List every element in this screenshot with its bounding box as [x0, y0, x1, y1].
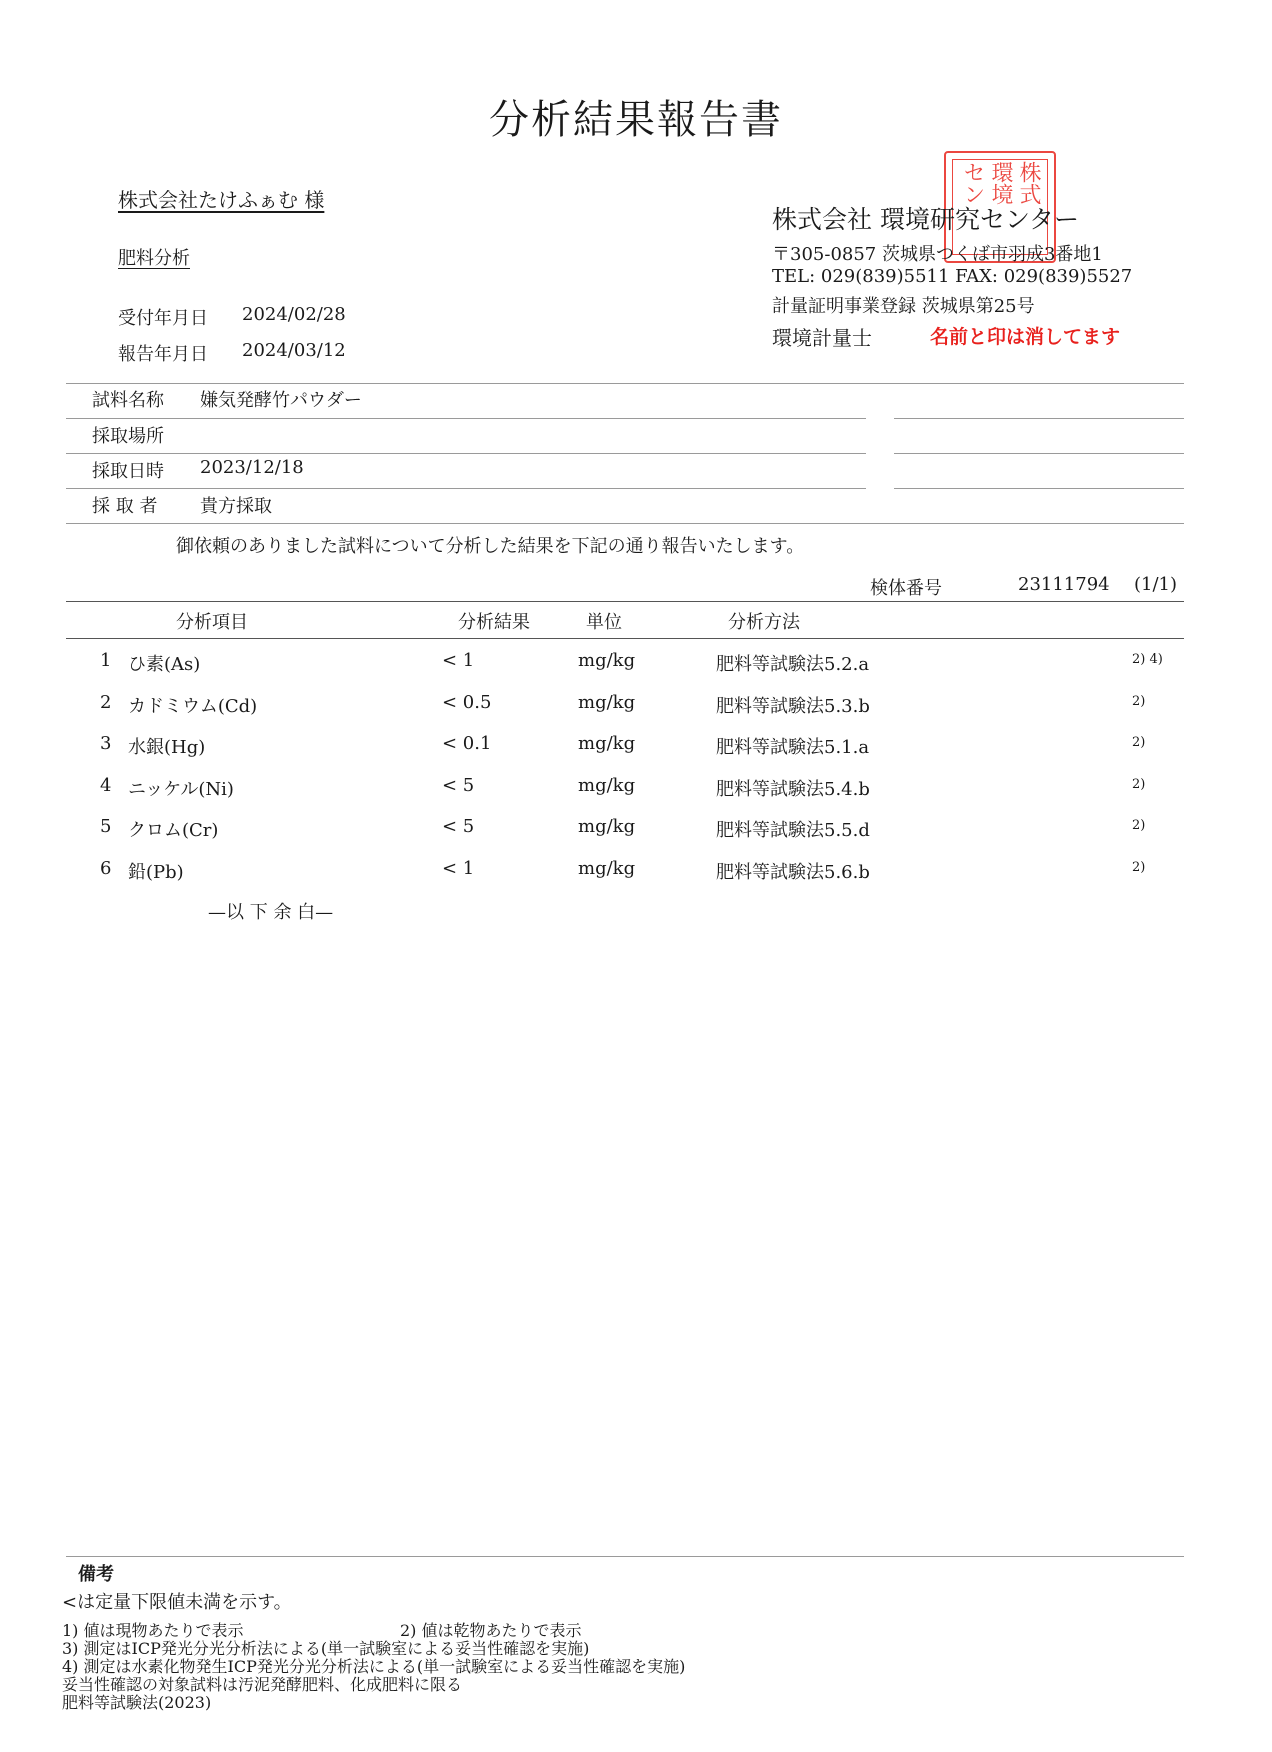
remarks-heading: 備考 — [78, 1564, 114, 1585]
divider — [66, 418, 866, 419]
remarks-rule — [66, 1556, 1184, 1557]
row-item: クロム(Cr) — [128, 820, 219, 841]
row-note: 2) — [1132, 818, 1146, 833]
row-item: 水銀(Hg) — [128, 737, 206, 758]
divider — [66, 523, 1184, 524]
received-date-label: 受付年月日 — [118, 308, 208, 329]
page-indicator: (1/1) — [1134, 574, 1178, 595]
row-note: 2) 4) — [1132, 652, 1163, 667]
remarks-note-4: 4) 測定は水素化物発生ICP発光分光分析法による(単一試験室による妥当性確認を実施) — [62, 1657, 686, 1676]
issuer-registration: 計量証明事業登録 茨城県第25号 — [772, 296, 1035, 317]
row-item: カドミウム(Cd) — [128, 696, 258, 717]
seal-text-1: 株式 — [1016, 161, 1041, 205]
row-method: 肥料等試験法5.3.b — [716, 696, 870, 717]
specimen-number: 23111794 — [1018, 574, 1110, 595]
client-name: 株式会社たけふぁむ 様 — [118, 188, 325, 212]
remarks-note-2: 2) 値は乾物あたりで表示 — [400, 1621, 582, 1640]
row-result: < 1 — [442, 650, 475, 671]
received-date-value: 2024/02/28 — [242, 304, 346, 325]
row-method: 肥料等試験法5.5.d — [716, 820, 870, 841]
redaction-note: 名前と印は消してます — [930, 326, 1121, 348]
row-result: < 0.5 — [442, 692, 492, 713]
row-number: 3 — [100, 733, 112, 754]
specimen-label: 検体番号 — [870, 578, 942, 599]
header-method: 分析方法 — [728, 612, 800, 633]
remarks-note-6: 肥料等試験法(2023) — [62, 1693, 212, 1712]
header-unit: 単位 — [586, 612, 622, 633]
measurer-label: 環境計量士 — [772, 326, 872, 350]
header-result: 分析結果 — [458, 612, 530, 633]
sample-collector-value: 貴方採取 — [200, 496, 272, 517]
divider — [894, 453, 1184, 454]
row-result: < 5 — [442, 775, 475, 796]
row-method: 肥料等試験法5.4.b — [716, 779, 870, 800]
remarks-lt-note: <は定量下限値未満を示す。 — [62, 1592, 292, 1613]
row-method: 肥料等試験法5.1.a — [716, 737, 870, 758]
seal-text-3: セン — [960, 161, 985, 205]
sample-name-value: 嫌気発酵竹パウダー — [200, 390, 362, 411]
row-item: 鉛(Pb) — [128, 862, 184, 883]
row-number: 4 — [100, 775, 112, 796]
issuer-address: 〒305-0857 茨城県つくば市羽成3番地1 — [772, 244, 1103, 265]
issuer-company: 株式会社 環境研究センター — [772, 205, 1079, 234]
row-note: 2) — [1132, 860, 1146, 875]
divider — [66, 453, 866, 454]
row-result: < 0.1 — [442, 733, 492, 754]
remarks-note-1: 1) 値は現物あたりで表示 — [62, 1621, 244, 1640]
row-note: 2) — [1132, 735, 1146, 750]
row-item: ニッケル(Ni) — [128, 779, 234, 800]
sample-name-label: 試料名称 — [92, 390, 164, 411]
sample-date-label: 採取日時 — [92, 461, 164, 482]
row-number: 6 — [100, 858, 112, 879]
row-result: < 1 — [442, 858, 475, 879]
row-number: 1 — [100, 650, 112, 671]
row-unit: mg/kg — [578, 816, 636, 837]
row-method: 肥料等試験法5.6.b — [716, 862, 870, 883]
table-header-rule — [66, 638, 1184, 639]
remarks-note-5: 妥当性確認の対象試料は汚泥発酵肥料、化成肥料に限る — [62, 1675, 463, 1694]
row-unit: mg/kg — [578, 733, 636, 754]
report-title: 分析結果報告書 — [489, 97, 783, 143]
row-unit: mg/kg — [578, 858, 636, 879]
report-date-label: 報告年月日 — [118, 344, 208, 365]
row-result: < 5 — [442, 816, 475, 837]
analysis-subject: 肥料分析 — [118, 248, 190, 269]
sample-collector-label: 採 取 者 — [92, 496, 158, 517]
issuer-phone-fax: TEL: 029(839)5511 FAX: 029(839)5527 — [772, 266, 1133, 287]
row-number: 2 — [100, 692, 112, 713]
divider — [894, 488, 1184, 489]
header-item: 分析項目 — [176, 612, 248, 633]
row-method: 肥料等試験法5.2.a — [716, 654, 870, 675]
sample-date-value: 2023/12/18 — [200, 457, 304, 478]
row-unit: mg/kg — [578, 775, 636, 796]
divider — [66, 383, 1184, 384]
sample-place-label: 採取場所 — [92, 426, 164, 447]
row-number: 5 — [100, 816, 112, 837]
intro-text: 御依頼のありました試料について分析した結果を下記の通り報告いたします。 — [176, 536, 805, 557]
row-item: ひ素(As) — [128, 654, 201, 675]
end-marker: —以 下 余 白— — [208, 902, 334, 923]
row-unit: mg/kg — [578, 692, 636, 713]
row-unit: mg/kg — [578, 650, 636, 671]
remarks-note-3: 3) 測定はICP発光分光分析法による(単一試験室による妥当性確認を実施) — [62, 1639, 590, 1658]
row-note: 2) — [1132, 694, 1146, 709]
divider — [66, 488, 866, 489]
divider — [894, 418, 1184, 419]
table-top-rule — [66, 601, 1184, 602]
row-note: 2) — [1132, 777, 1146, 792]
seal-text-2: 環境 — [988, 161, 1013, 205]
report-date-value: 2024/03/12 — [242, 340, 346, 361]
